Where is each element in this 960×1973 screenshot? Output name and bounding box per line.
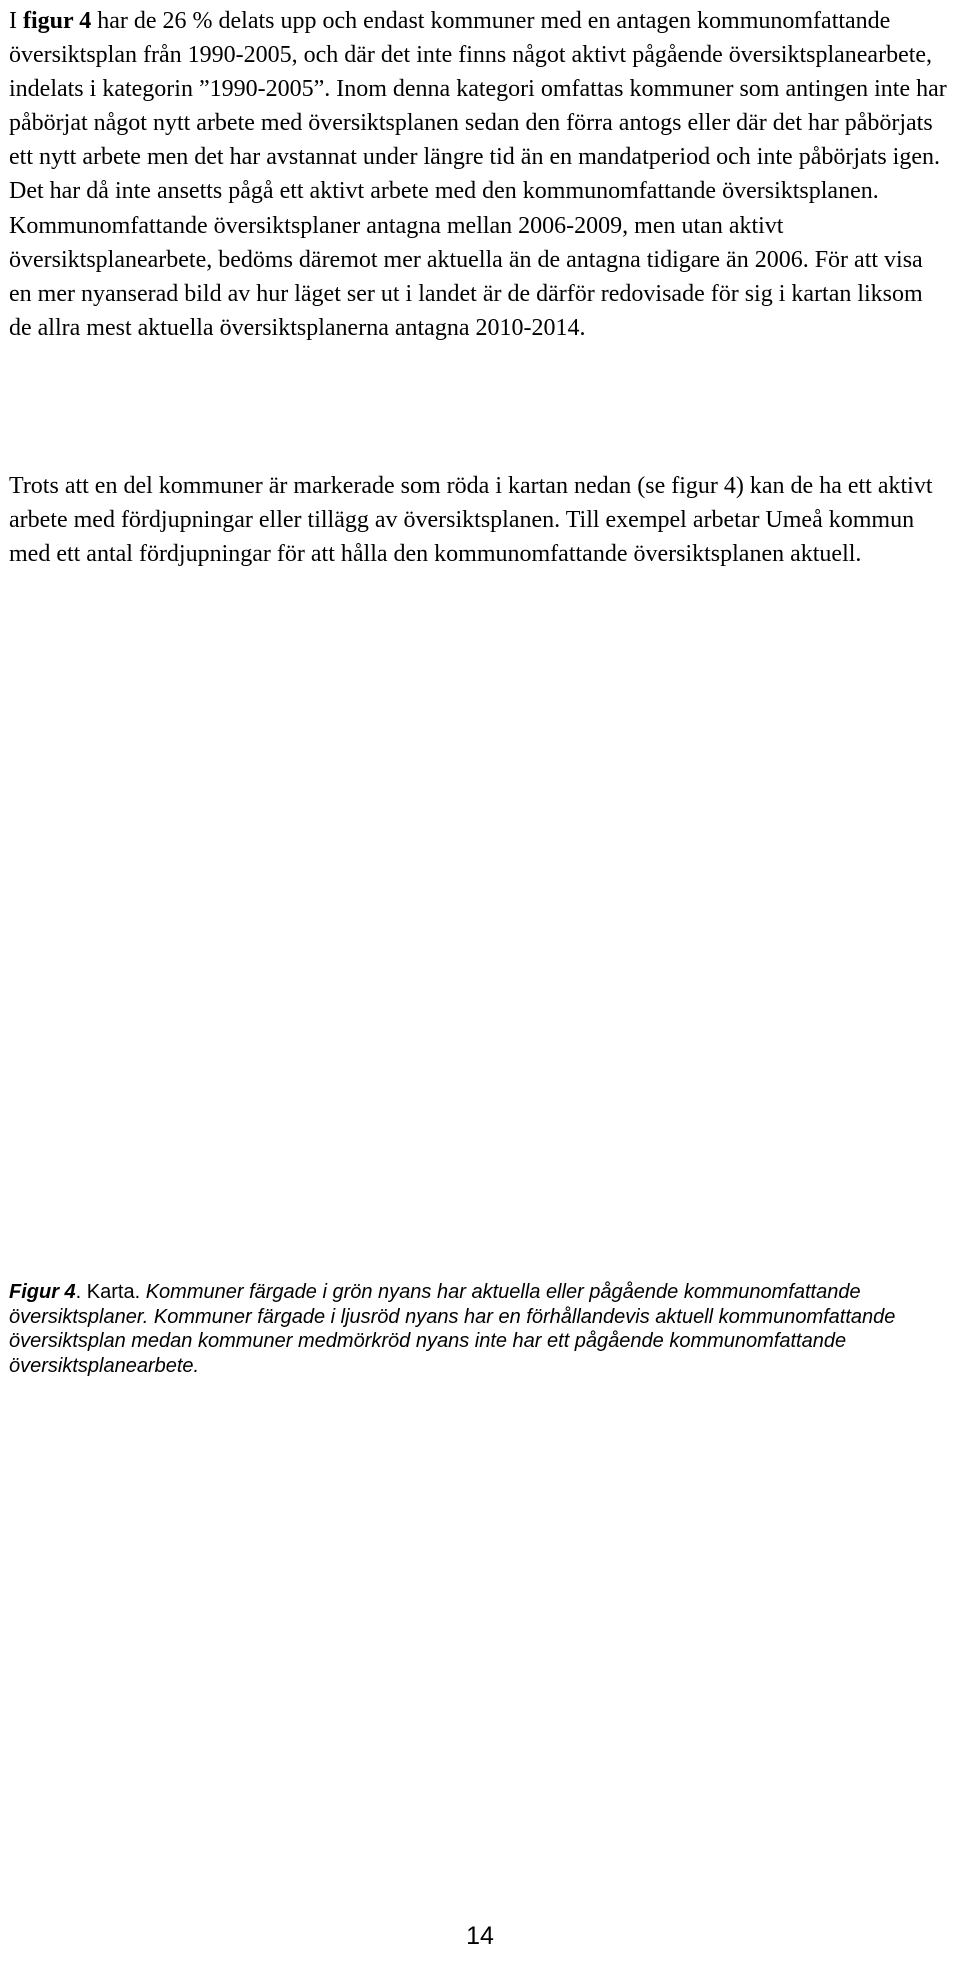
body-paragraph-1 [9, 4, 949, 345]
caption-label-suffix: . Karta. [75, 1281, 141, 1303]
paragraph-text: har de 26 % delats upp och endast kommuner med en antagen kommunomfattande översiktsplan från 1990-2005, och där det inte finns något aktivt pågående översiktsplanearbete, indelats i kategorin ”1990-2005”. Inom denna kategori omfattas kommuner som antingen inte har påbörjat något nytt arbete med översiktsplanen sedan den förra antogs eller där det har påbörjats ett nytt arbete men det har avstannat under längre tid än en mandatperiod och inte påbörjats igen. Det har då inte ansetts pågå ett aktivt arbete med den kommunomfattande översiktsplanen. Kommunomfattande översiktsplaner antagna mellan 2006-2009, men utan aktivt översiktsplanearbete, bedöms däremot mer aktuella än de antagna tidigare än 2006. För att visa en mer nyanserad bild av hur läget ser ut i landet är de därför redovisade för sig i kartan liksom de allra mest aktuella översiktsplanerna antagna 2010-2014. [9, 8, 947, 341]
figure-caption [9, 1280, 954, 1378]
paragraph-text: Trots att en del kommuner är markerade som röda i kartan nedan (se figur 4) kan de ha ett aktivt arbete med fördjupningar eller tillägg av översiktsplanen. Till exempel arbetar Umeå kommun med ett antal fördjupningar för att hålla den kommunomfattande översiktsplanen aktuell. [9, 473, 933, 568]
figure-placeholder [9, 792, 949, 1262]
page-number: 14 [466, 1922, 494, 1950]
body-paragraph-2 [9, 469, 949, 571]
paragraph-prefix: I [9, 8, 23, 34]
caption-label: Figur 4 [9, 1281, 76, 1303]
caption-text: Kommuner färgade i grön nyans har aktuella eller pågående kommunomfattande översiktsplaner. Kommuner färgade i ljusröd nyans har en förhållandevis aktuell kommunomfattande översiktsplan medan kommuner medmörkröd nyans inte har ett pågående kommunomfattande översiktsplanearbete. [9, 1281, 896, 1377]
figure-reference: figur 4 [23, 8, 92, 34]
